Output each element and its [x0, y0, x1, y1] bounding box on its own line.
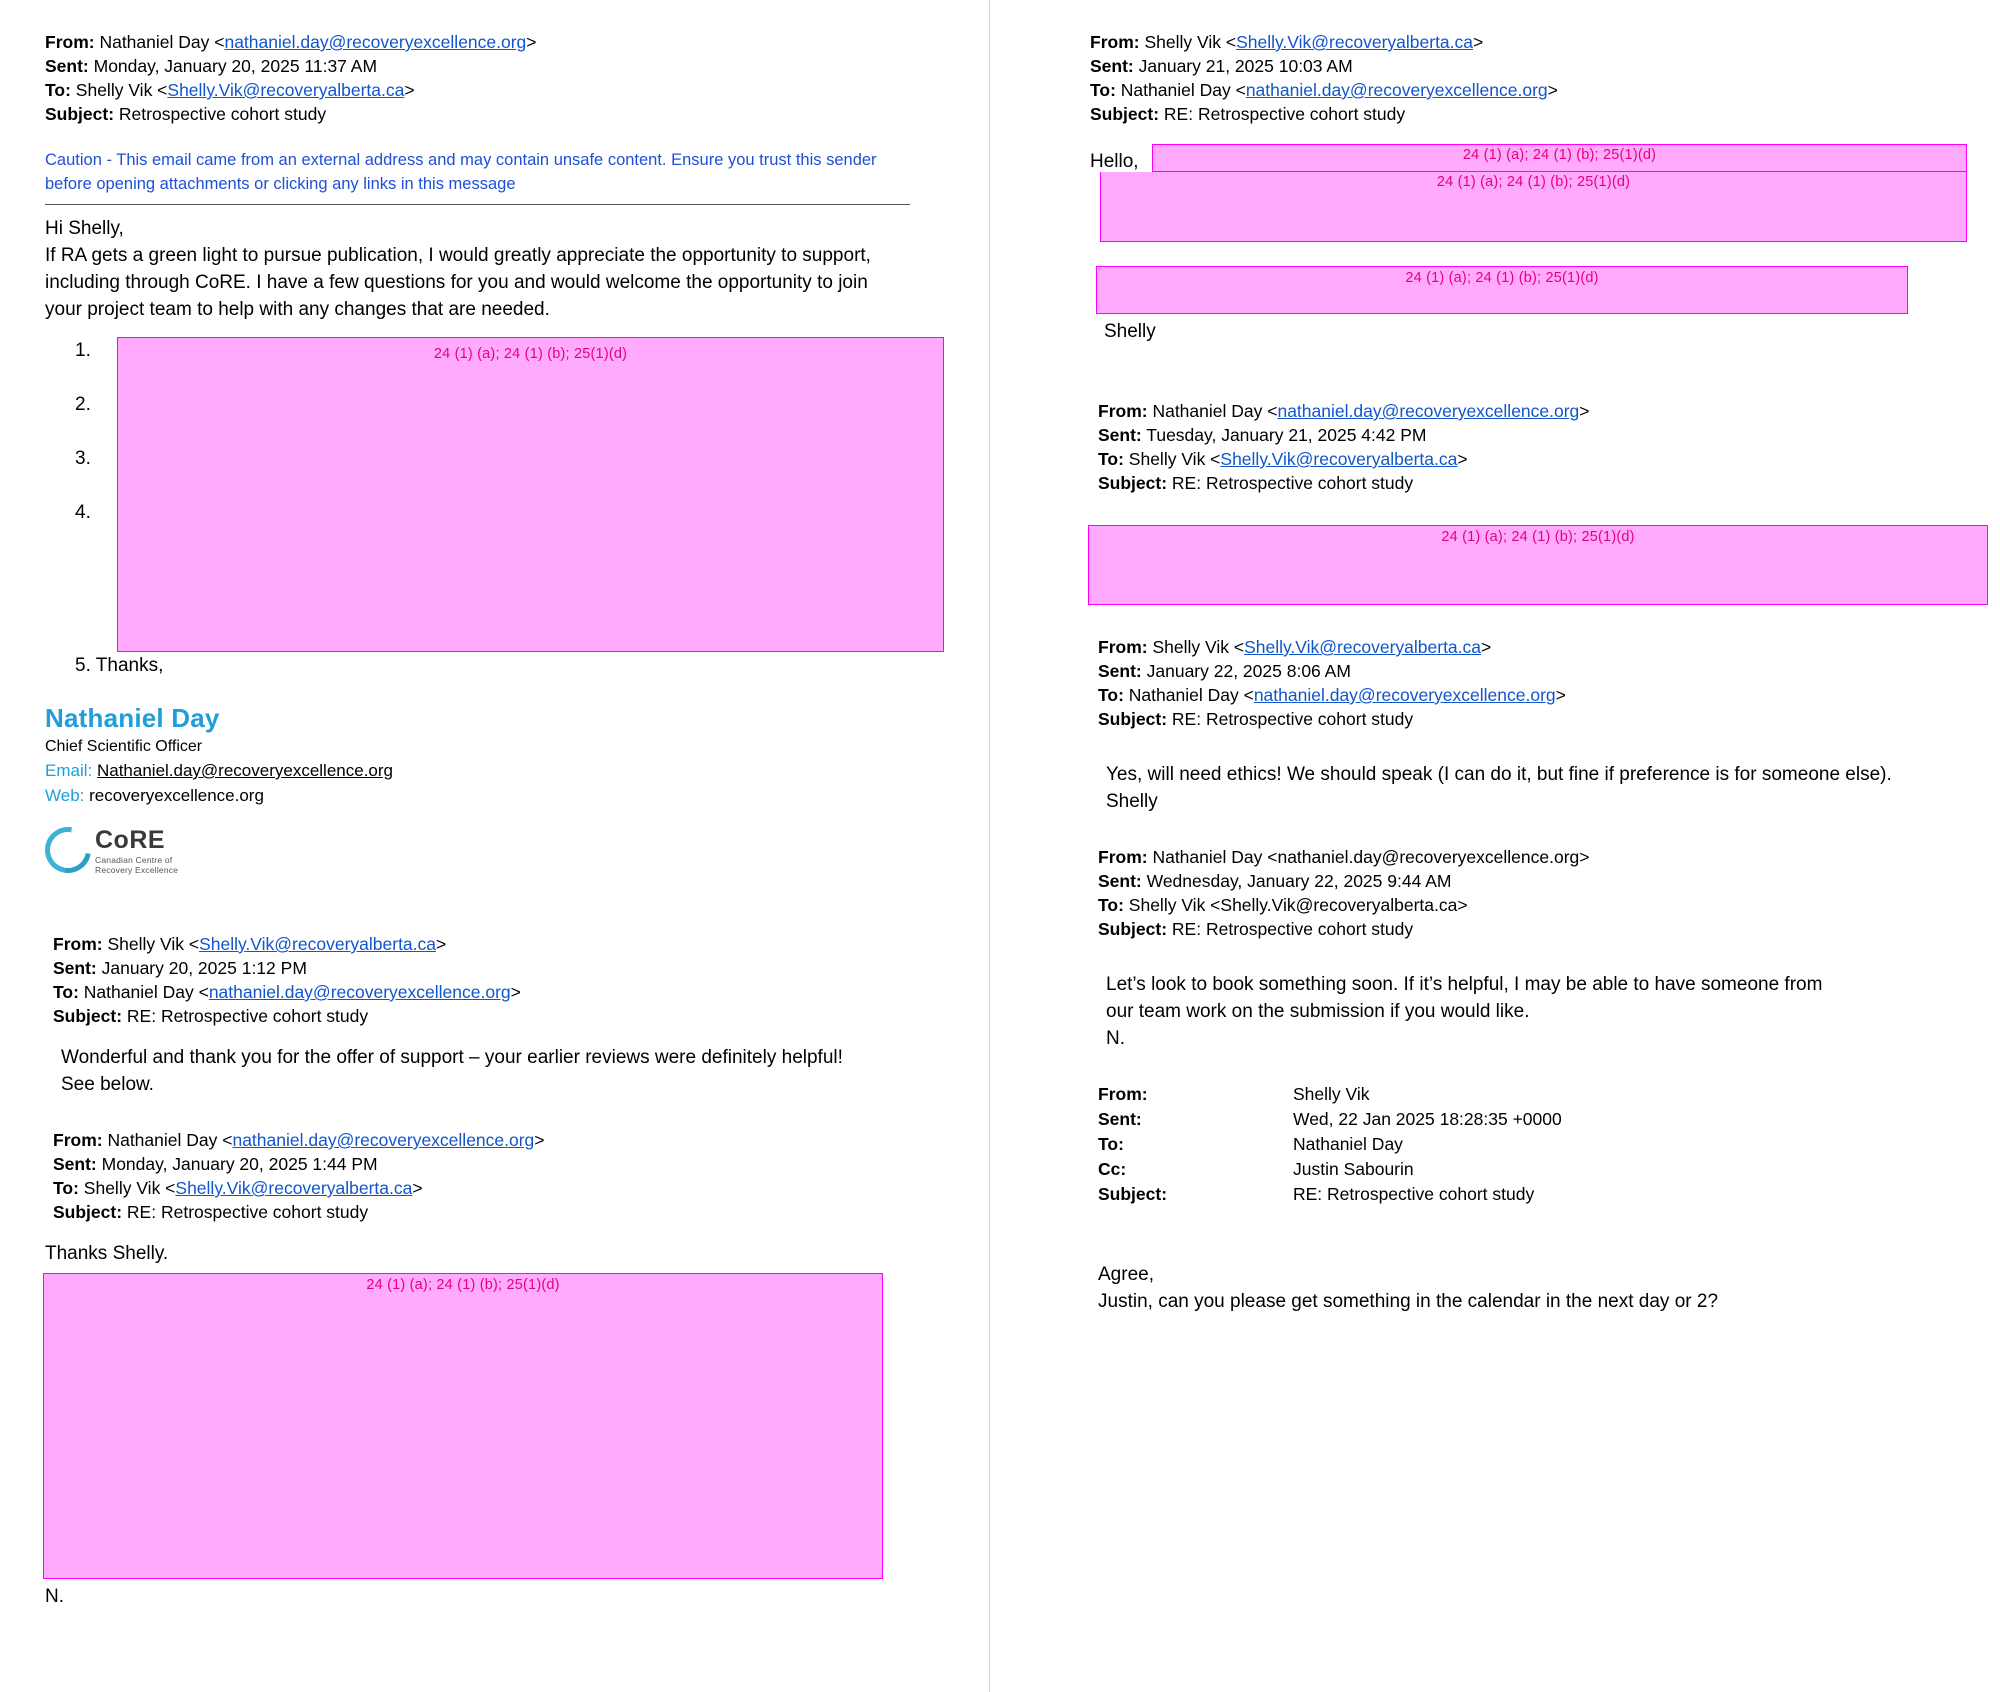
- core-logo-wordmark: CoRE: [95, 825, 166, 854]
- from-name: Nathaniel Day <: [1152, 401, 1278, 421]
- to-value: Shelly Vik <Shelly.Vik@recoveryalberta.ca>: [1128, 895, 1468, 915]
- to-close: >: [404, 80, 415, 100]
- email-7-to-line: [1098, 893, 2000, 917]
- from-name: Shelly Vik <: [1152, 637, 1245, 657]
- email-8-body-line-2: Justin, can you please get something in the calendar in the next day or 2?: [1098, 1291, 1719, 1312]
- core-logo-subtitle-2: Recovery Excellence: [95, 864, 179, 875]
- swirl-icon: [36, 818, 100, 882]
- left-page-column: [0, 0, 990, 1692]
- sent-label: Sent:: [53, 958, 97, 978]
- subject-label: Subject:: [45, 104, 115, 124]
- email-2-header: [53, 932, 944, 1028]
- email-3-body-line-1: Thanks Shelly.: [45, 1243, 169, 1264]
- email-7-body-line-2: our team work on the submission if you would like.: [1106, 1001, 1530, 1022]
- from-label: From:: [1098, 637, 1148, 657]
- sent-value: January 22, 2025 8:06 AM: [1146, 661, 1351, 681]
- signature-email-value[interactable]: Nathaniel.day@recoveryexcellence.org: [96, 761, 393, 780]
- email-message-2: [53, 932, 944, 1098]
- sent-value: January 20, 2025 1:12 PM: [101, 958, 307, 978]
- to-label: To:: [1098, 449, 1124, 469]
- sent-value: Monday, January 20, 2025 1:44 PM: [101, 1154, 378, 1174]
- subject-value: RE: Retrospective cohort study: [1293, 1184, 1535, 1204]
- core-logo-text: [95, 826, 178, 875]
- email-7-header: [1098, 845, 2000, 941]
- to-close: >: [510, 982, 521, 1002]
- subject-label: Subject:: [53, 1202, 123, 1222]
- from-label: From:: [1098, 1084, 1148, 1104]
- email-3-sent-line: [53, 1152, 944, 1176]
- email-7-body-line-1: Let’s look to book something soon. If it’s helpful, I may be able to have someone from: [1106, 974, 1823, 995]
- to-label: To:: [1098, 895, 1124, 915]
- email-1-header: [45, 30, 944, 126]
- to-name: Nathaniel Day <: [1128, 685, 1254, 705]
- from-email-link[interactable]: nathaniel.day@recoveryexcellence.org: [224, 32, 527, 52]
- sent-value: Wednesday, January 22, 2025 9:44 AM: [1146, 871, 1452, 891]
- email-2-body-line-2: See below.: [61, 1074, 154, 1095]
- subject-label: Subject:: [1098, 919, 1168, 939]
- email-2-sent-line: [53, 956, 944, 980]
- email-1-from-line: [45, 30, 944, 54]
- cc-label: Cc:: [1098, 1159, 1127, 1179]
- email-7-sign-off: N.: [1106, 1028, 1125, 1049]
- from-email-link[interactable]: nathaniel.day@recoveryexcellence.org: [1277, 401, 1580, 421]
- email-5-from-line: [1098, 399, 2000, 423]
- redaction-code: 24 (1) (a); 24 (1) (b); 25(1)(d): [1405, 270, 1599, 286]
- from-close: >: [1481, 637, 1492, 657]
- email-4-sign-off: Shelly: [1104, 321, 1156, 342]
- email-4-body: [1090, 148, 2000, 278]
- subject-value: RE: Retrospective cohort study: [1171, 709, 1414, 729]
- email-6-body-line-2: Shelly: [1106, 791, 1158, 812]
- redaction-code: 24 (1) (a); 24 (1) (b); 25(1)(d): [433, 346, 628, 362]
- subject-value: RE: Retrospective cohort study: [1171, 473, 1414, 493]
- email-message-4: [1090, 30, 2000, 345]
- spacer: [45, 878, 944, 932]
- from-label: From:: [1098, 401, 1148, 421]
- external-sender-caution-banner: Caution - This email came from an external address and may contain unsafe content. Ensure you trust this sender before opening attachments or clicking any links in this message: [45, 151, 877, 193]
- email-message-1: [45, 30, 944, 679]
- email-5-subject-line: [1098, 471, 2000, 495]
- email-1-numbered-list: [45, 337, 944, 652]
- signature-name: Nathaniel Day: [45, 703, 220, 733]
- email-3-sign-off: N.: [45, 1586, 64, 1607]
- email-6-body-line-1: Yes, will need ethics! We should speak (I can do it, but fine if preference is for someone else).: [1106, 764, 1892, 785]
- email-8-subject-row: [1098, 1182, 2000, 1207]
- to-email-link[interactable]: nathaniel.day@recoveryexcellence.org: [1253, 685, 1556, 705]
- from-name: Nathaniel Day <: [107, 1130, 233, 1150]
- redaction-block-3a: [1152, 144, 1967, 172]
- subject-label: Subject:: [1098, 709, 1168, 729]
- from-name: Shelly Vik <: [107, 934, 200, 954]
- email-6-sent-line: [1098, 659, 2000, 683]
- to-label: To:: [1098, 685, 1124, 705]
- spacer: [1090, 345, 2000, 399]
- signature-title: Chief Scientific Officer: [45, 738, 203, 755]
- to-close: >: [1457, 449, 1468, 469]
- sent-label: Sent:: [1098, 661, 1142, 681]
- redaction-block-1: [117, 337, 944, 652]
- email-6-from-line: [1098, 635, 2000, 659]
- email-5-header: [1098, 399, 2000, 495]
- redaction-code: 24 (1) (a); 24 (1) (b); 25(1)(d): [1441, 529, 1635, 545]
- from-label: From:: [1098, 847, 1148, 867]
- email-5-sent-line: [1098, 423, 2000, 447]
- subject-value: RE: Retrospective cohort study: [1163, 104, 1406, 124]
- spacer: [45, 1098, 944, 1128]
- from-close: >: [1579, 401, 1590, 421]
- subject-value: Retrospective cohort study: [118, 104, 327, 124]
- email-4-to-line: [1090, 78, 2000, 102]
- subject-value: RE: Retrospective cohort study: [126, 1006, 369, 1026]
- sent-label: Sent:: [1098, 425, 1142, 445]
- right-page-column: [1060, 0, 2000, 1692]
- from-label: From:: [53, 1130, 103, 1150]
- email-3-subject-line: [53, 1200, 944, 1224]
- to-name: Shelly Vik <: [1128, 449, 1221, 469]
- spacer: [1090, 1052, 2000, 1082]
- signature-email-label: Email:: [45, 761, 93, 780]
- from-email-link[interactable]: Shelly.Vik@recoveryalberta.ca: [1236, 32, 1474, 52]
- redaction-block-2: [43, 1273, 883, 1579]
- email-1-thanks: 5. Thanks,: [75, 655, 164, 676]
- spacer: [53, 1028, 944, 1044]
- subject-value: RE: Retrospective cohort study: [1171, 919, 1414, 939]
- signature-web-label: Web:: [45, 786, 85, 805]
- from-email-link[interactable]: nathaniel.day@recoveryexcellence.org: [232, 1130, 535, 1150]
- email-3-from-line: [53, 1128, 944, 1152]
- to-name: Shelly Vik <: [83, 1178, 176, 1198]
- email-7-sent-line: [1098, 869, 2000, 893]
- email-message-3: [45, 1128, 944, 1610]
- core-logo: [45, 822, 944, 878]
- email-8-header-table: [1098, 1082, 2000, 1207]
- to-email-link[interactable]: nathaniel.day@recoveryexcellence.org: [1245, 80, 1548, 100]
- email-6-to-line: [1098, 683, 2000, 707]
- to-label: To:: [53, 1178, 79, 1198]
- from-value: Shelly Vik: [1293, 1084, 1370, 1104]
- email-8-body-line-1: Agree,: [1098, 1264, 1154, 1285]
- sent-label: Sent:: [1098, 871, 1142, 891]
- list-number-2: 2.: [75, 394, 91, 415]
- email-2-from-line: [53, 932, 944, 956]
- redaction-code: 24 (1) (a); 24 (1) (b); 25(1)(d): [1436, 174, 1631, 190]
- email-7-subject-line: [1098, 917, 2000, 941]
- to-close: >: [412, 1178, 423, 1198]
- sent-label: Sent:: [53, 1154, 97, 1174]
- spacer: [1098, 941, 2000, 971]
- email-6-subject-line: [1098, 707, 2000, 731]
- sent-value: Monday, January 20, 2025 11:37 AM: [93, 56, 378, 76]
- redaction-block-5: [1088, 525, 1988, 605]
- from-label: From:: [53, 934, 103, 954]
- email-2-to-line: [53, 980, 944, 1004]
- from-name: Shelly Vik <: [1144, 32, 1237, 52]
- subject-label: Subject:: [53, 1006, 123, 1026]
- from-value: Nathaniel Day <nathaniel.day@recoveryexcellence.org>: [1152, 847, 1590, 867]
- to-label: To:: [53, 982, 79, 1002]
- email-4-greeting: Hello,: [1090, 151, 1139, 172]
- spacer: [1098, 1207, 2000, 1261]
- sent-value: January 21, 2025 10:03 AM: [1138, 56, 1353, 76]
- to-label: To:: [1098, 1134, 1124, 1154]
- from-close: >: [526, 32, 537, 52]
- email-3-to-line: [53, 1176, 944, 1200]
- sent-value: Wed, 22 Jan 2025 18:28:35 +0000: [1293, 1109, 1562, 1129]
- to-close: >: [1555, 685, 1566, 705]
- sent-label: Sent:: [45, 56, 89, 76]
- redaction-block-4: [1096, 266, 1908, 314]
- to-name: Shelly Vik <: [75, 80, 168, 100]
- email-8-sent-row: [1098, 1107, 2000, 1132]
- to-name: Nathaniel Day <: [83, 982, 209, 1002]
- email-7-from-line: [1098, 845, 2000, 869]
- spacer: [1090, 815, 2000, 845]
- to-value: Nathaniel Day: [1293, 1134, 1403, 1154]
- email-signature-block: [45, 703, 944, 878]
- email-message-6: [1098, 635, 2000, 815]
- from-close: >: [534, 1130, 545, 1150]
- email-8-cc-row: [1098, 1157, 2000, 1182]
- email-1-paragraph: If RA gets a green light to pursue publication, I would greatly appreciate the opportunity to support, including through CoRE. I have a few questions for you and would welcome the opportunity to join your project team to help with any changes that are needed.: [45, 245, 871, 320]
- subject-label: Subject:: [1098, 1184, 1168, 1204]
- email-1-greeting: Hi Shelly,: [45, 218, 124, 239]
- email-message-8: [1098, 1082, 2000, 1315]
- signature-web-value[interactable]: recoveryexcellence.org: [89, 786, 264, 805]
- to-email-link[interactable]: Shelly.Vik@recoveryalberta.ca: [1220, 449, 1458, 469]
- email-4-subject-line: [1090, 102, 2000, 126]
- to-close: >: [1547, 80, 1558, 100]
- email-2-body-line-1: Wonderful and thank you for the offer of support – your earlier reviews were definitely helpful!: [61, 1047, 843, 1068]
- to-name: Nathaniel Day <: [1120, 80, 1246, 100]
- cc-value: Justin Sabourin: [1293, 1159, 1414, 1179]
- email-6-header: [1098, 635, 2000, 731]
- signature-email-line: [45, 758, 944, 783]
- to-email-link[interactable]: Shelly.Vik@recoveryalberta.ca: [167, 80, 405, 100]
- subject-label: Subject:: [1098, 473, 1168, 493]
- email-4-sent-line: [1090, 54, 2000, 78]
- core-logo-subtitle-1: Canadian Centre of: [95, 854, 173, 865]
- from-label: From:: [45, 32, 95, 52]
- email-1-subject-line: [45, 102, 944, 126]
- email-1-to-line: [45, 78, 944, 102]
- email-1-sent-line: [45, 54, 944, 78]
- sent-value: Tuesday, January 21, 2025 4:42 PM: [1146, 425, 1427, 445]
- from-close: >: [436, 934, 447, 954]
- list-number-3: 3.: [75, 448, 91, 469]
- spacer: [53, 1224, 944, 1240]
- from-name: Nathaniel Day <: [99, 32, 225, 52]
- to-email-link[interactable]: nathaniel.day@recoveryexcellence.org: [208, 982, 511, 1002]
- to-email-link[interactable]: Shelly.Vik@recoveryalberta.ca: [175, 1178, 413, 1198]
- from-label: From:: [1090, 32, 1140, 52]
- redaction-block-3b: [1100, 172, 1967, 242]
- subject-label: Subject:: [1090, 104, 1160, 124]
- sent-label: Sent:: [1090, 56, 1134, 76]
- signature-web-line: [45, 783, 944, 808]
- from-email-link[interactable]: Shelly.Vik@recoveryalberta.ca: [1244, 637, 1482, 657]
- email-4-from-line: [1090, 30, 2000, 54]
- redaction-code: 24 (1) (a); 24 (1) (b); 25(1)(d): [366, 1277, 560, 1293]
- email-8-from-row: [1098, 1082, 2000, 1107]
- email-3-header: [53, 1128, 944, 1224]
- to-label: To:: [1090, 80, 1116, 100]
- email-message-5: [1098, 399, 2000, 605]
- email-2-subject-line: [53, 1004, 944, 1028]
- from-close: >: [1473, 32, 1484, 52]
- list-number-4: 4.: [75, 502, 91, 523]
- redaction-code: 24 (1) (a); 24 (1) (b); 25(1)(d): [1462, 147, 1657, 163]
- spacer: [1098, 731, 2000, 761]
- subject-value: RE: Retrospective cohort study: [126, 1202, 369, 1222]
- email-message-7: [1098, 845, 2000, 1052]
- list-number-1: 1.: [75, 340, 91, 361]
- list-numbers: [75, 337, 115, 553]
- spacer: [1090, 605, 2000, 635]
- to-label: To:: [45, 80, 71, 100]
- sent-label: Sent:: [1098, 1109, 1142, 1129]
- divider: [45, 204, 910, 205]
- from-email-link[interactable]: Shelly.Vik@recoveryalberta.ca: [199, 934, 437, 954]
- email-5-to-line: [1098, 447, 2000, 471]
- email-8-to-row: [1098, 1132, 2000, 1157]
- email-4-header: [1090, 30, 2000, 126]
